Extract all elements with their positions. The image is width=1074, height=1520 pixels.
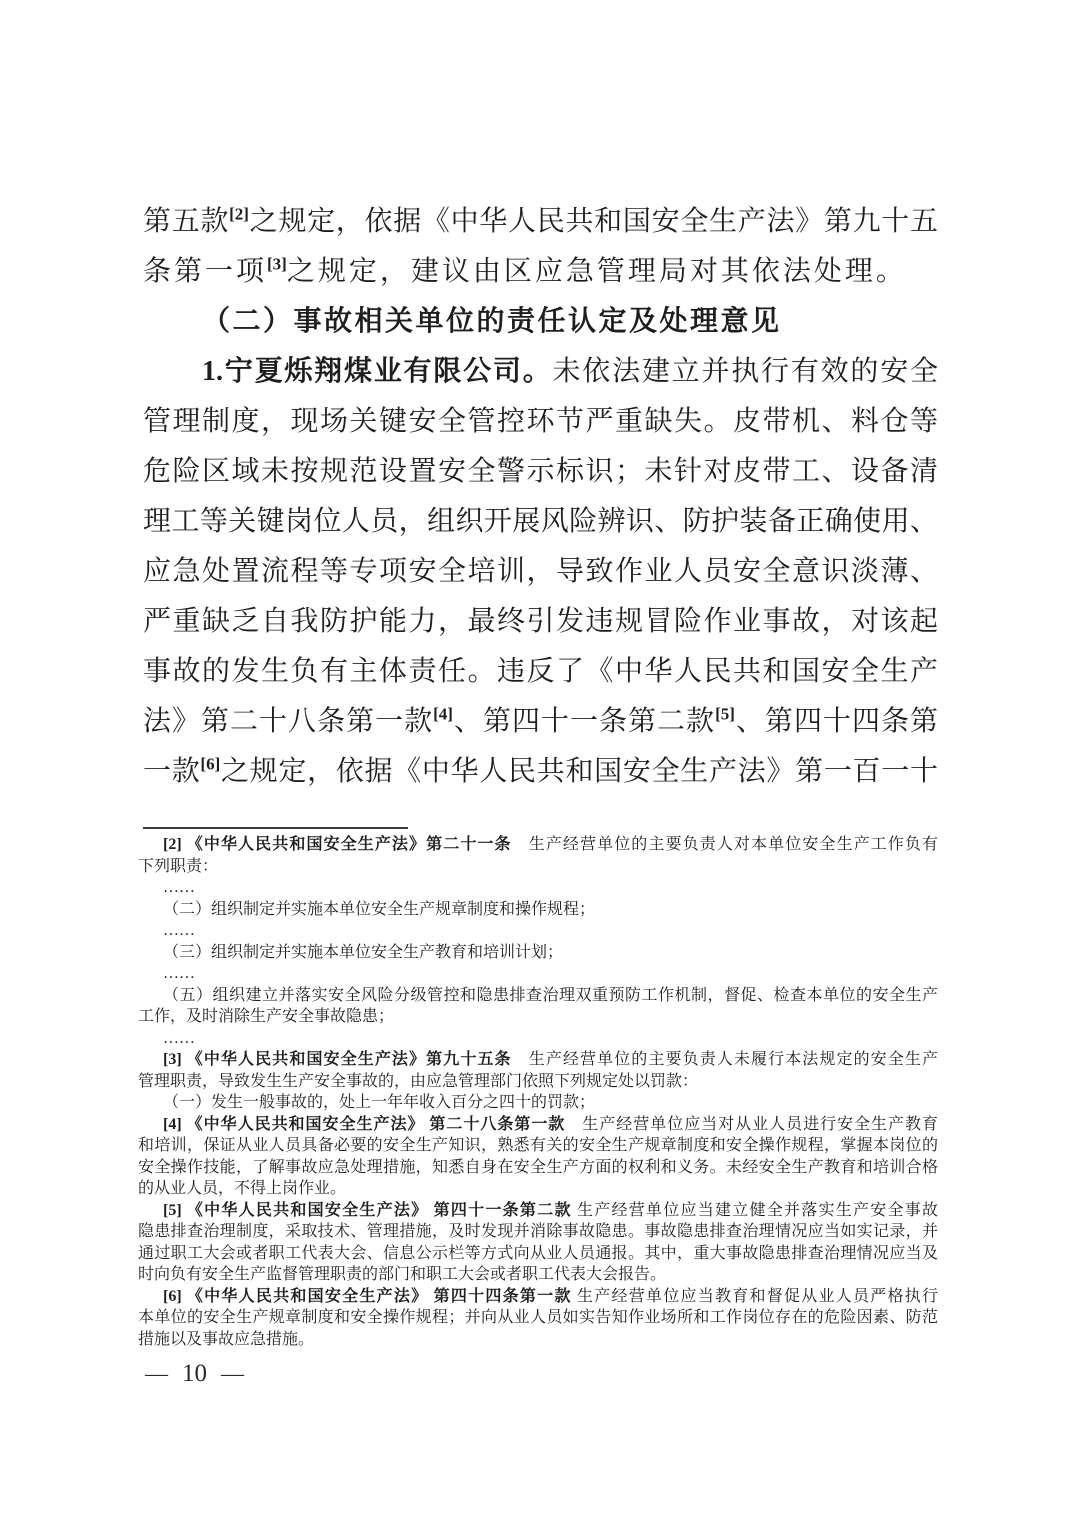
text-segment: 法》第二十八条第一款 bbox=[143, 706, 434, 737]
text-line bbox=[138, 1071, 938, 1093]
footnote-block bbox=[138, 834, 938, 1350]
footnote-ref: [2] bbox=[229, 204, 249, 224]
text-segment: 、第四十四条第 bbox=[734, 706, 938, 737]
footnote-ref: [5] bbox=[715, 704, 735, 724]
text-line bbox=[138, 1028, 938, 1050]
emphasis-text: [5] 《中华人民共和国安全生产法》 第四十一条第二款 bbox=[163, 1201, 572, 1219]
text-line bbox=[143, 247, 938, 297]
text-line bbox=[138, 1286, 938, 1308]
text-line bbox=[143, 747, 938, 797]
text-line bbox=[138, 1307, 938, 1329]
footnote-ref: [3] bbox=[267, 254, 287, 274]
text-line bbox=[143, 447, 938, 497]
text-segment: （一）发生一般事故的，处上一年年收入百分之四十的罚款； bbox=[163, 1094, 596, 1111]
page-footer bbox=[145, 1360, 244, 1388]
text-line bbox=[143, 697, 938, 747]
footnote-ref: [6] bbox=[200, 754, 221, 774]
text-line bbox=[143, 647, 938, 697]
footnote-separator bbox=[143, 827, 408, 829]
text-line bbox=[138, 856, 938, 878]
text-line bbox=[138, 1114, 938, 1136]
text-segment: 隐患排查治理制度，采取技术、管理措施，及时发现并消除事故隐患。事故隐患排查治理情况应当如实记录，并 bbox=[138, 1223, 938, 1240]
emphasis-text: [6] 《中华人民共和国安全生产法》 第四十四条第一款 bbox=[163, 1287, 572, 1305]
emphasis-text: [3] 《中华人民共和国安全生产法》第九十五条 bbox=[163, 1051, 512, 1068]
text-segment: （二）组织制定并实施本单位安全生产规章制度和操作规程； bbox=[163, 900, 596, 918]
footnote-ref: [4] bbox=[433, 704, 453, 724]
text-segment: 第五款 bbox=[143, 206, 230, 237]
text-line bbox=[138, 1049, 938, 1071]
emphasis-text: [4] 《中华人民共和国安全生产法》 第二十八条第一款 bbox=[163, 1115, 566, 1133]
text-segment: 事故的发生负有主体责任。违反了《中华人民共和国安全生产 bbox=[143, 656, 938, 687]
text-segment: 工作，及时消除生产安全事故隐患； bbox=[138, 1008, 395, 1025]
text-line bbox=[143, 497, 938, 547]
text-line bbox=[138, 1243, 938, 1265]
text-segment: 本单位的安全生产规章制度和安全操作规程；并向从业人员如实告知作业场所和工作岗位存在的危险因素、防范 bbox=[138, 1309, 938, 1326]
emphasis-text: （二）事故相关单位的责任认定及处理意见 bbox=[202, 306, 782, 337]
text-segment: 下列职责： bbox=[138, 857, 219, 875]
text-segment: 一款 bbox=[143, 756, 201, 787]
text-segment: 之规定，依据《中华人民共和国安全生产法》第九十五 bbox=[248, 206, 938, 237]
footer-right-dash: — bbox=[221, 1361, 244, 1386]
text-segment: 管理职责，导致发生生产安全事故的，由应急管理部门依照下列规定处以罚款： bbox=[138, 1072, 699, 1090]
text-segment: 安全操作技能，了解事故应急处理措施，知悉自身在安全生产方面的权利和义务。未经安全生产教育和培训合格 bbox=[138, 1158, 938, 1176]
text-line bbox=[143, 597, 938, 647]
text-line bbox=[138, 1329, 938, 1351]
text-segment: 的从业人员，不得上岗作业。 bbox=[138, 1180, 347, 1197]
text-segment: 生产经营单位的主要负责人未履行本法规定的安全生产 bbox=[511, 1051, 938, 1068]
text-line bbox=[138, 1135, 938, 1157]
text-segment: 、第四十一条第二款 bbox=[452, 706, 716, 737]
emphasis-text: [2] 《中华人民共和国安全生产法》第二十一条 bbox=[163, 836, 512, 853]
footer-left-dash: — bbox=[145, 1361, 168, 1386]
text-line bbox=[143, 197, 938, 247]
text-segment: 时向负有安全生产监督管理职责的部门和职工大会或者职工代表大会报告。 bbox=[138, 1266, 667, 1283]
text-segment: 严重缺乏自我防护能力，最终引发违规冒险作业事故，对该起 bbox=[143, 606, 938, 637]
text-segment: …… bbox=[163, 922, 195, 939]
text-segment: …… bbox=[163, 965, 195, 982]
text-segment: 管理制度，现场关键安全管控环节严重缺失。皮带机、料仓等 bbox=[143, 406, 938, 437]
text-line bbox=[143, 397, 938, 447]
text-segment: 条第一项 bbox=[143, 256, 268, 287]
text-line bbox=[143, 547, 938, 597]
text-line bbox=[138, 942, 938, 964]
text-segment: 措施以及事故应急措施。 bbox=[138, 1330, 315, 1348]
text-line bbox=[138, 1092, 938, 1114]
text-segment: 理工等关键岗位人员，组织开展风险辨识、防护装备正确使用、 bbox=[143, 506, 938, 537]
text-line bbox=[138, 1178, 938, 1200]
emphasis-text: 1.宁夏烁翔煤业有限公司。 bbox=[202, 356, 553, 387]
section-heading bbox=[143, 297, 938, 347]
text-segment: 生产经营单位应当建立健全并落实生产安全事故 bbox=[571, 1201, 938, 1219]
text-line bbox=[143, 347, 938, 397]
text-line bbox=[138, 877, 938, 899]
text-line bbox=[138, 963, 938, 985]
text-segment: 生产经营单位应当对从业人员进行安全生产教育 bbox=[565, 1115, 938, 1133]
text-segment: （五）组织建立并落实安全风险分级管控和隐患排查治理双重预防工作机制，督促、检查本单位的安全生产 bbox=[163, 986, 938, 1004]
text-line bbox=[138, 834, 938, 856]
text-line bbox=[138, 1264, 938, 1286]
text-line bbox=[138, 985, 938, 1007]
text-line bbox=[138, 899, 938, 921]
text-segment: 危险区域未按规范设置安全警示标识；未针对皮带工、设备清 bbox=[143, 456, 938, 487]
text-line bbox=[138, 1006, 938, 1028]
text-segment: 生产经营单位应当教育和督促从业人员严格执行 bbox=[571, 1287, 938, 1305]
text-line bbox=[138, 1157, 938, 1179]
text-segment: （三）组织制定并实施本单位安全生产教育和培训计划； bbox=[163, 943, 564, 961]
text-line bbox=[138, 1200, 938, 1222]
text-segment: 之规定，建议由区应急管理局对其依法处理。 bbox=[286, 256, 907, 287]
text-segment: 应急处置流程等专项安全培训，导致作业人员安全意识淡薄、 bbox=[143, 556, 938, 587]
text-segment: 和培训，保证从业人员具备必要的安全生产知识，熟悉有关的安全生产规章制度和安全操作规程，掌握本岗位的 bbox=[138, 1137, 938, 1154]
main-text-block bbox=[143, 197, 938, 797]
text-segment: 生产经营单位的主要负责人对本单位安全生产工作负有 bbox=[511, 836, 938, 853]
text-line bbox=[138, 1221, 938, 1243]
page-number: 10 bbox=[182, 1360, 207, 1387]
text-segment: 通过职工大会或者职工代表大会、信息公示栏等方式向从业人员通报。其中，重大事故隐患排查治理情况应当及 bbox=[138, 1244, 938, 1262]
text-line bbox=[138, 920, 938, 942]
text-segment: 之规定，依据《中华人民共和国安全生产法》第一百一十 bbox=[220, 756, 938, 787]
text-segment: …… bbox=[163, 1029, 195, 1047]
text-segment: …… bbox=[163, 879, 195, 896]
text-segment: 未依法建立并执行有效的安全 bbox=[552, 356, 938, 387]
